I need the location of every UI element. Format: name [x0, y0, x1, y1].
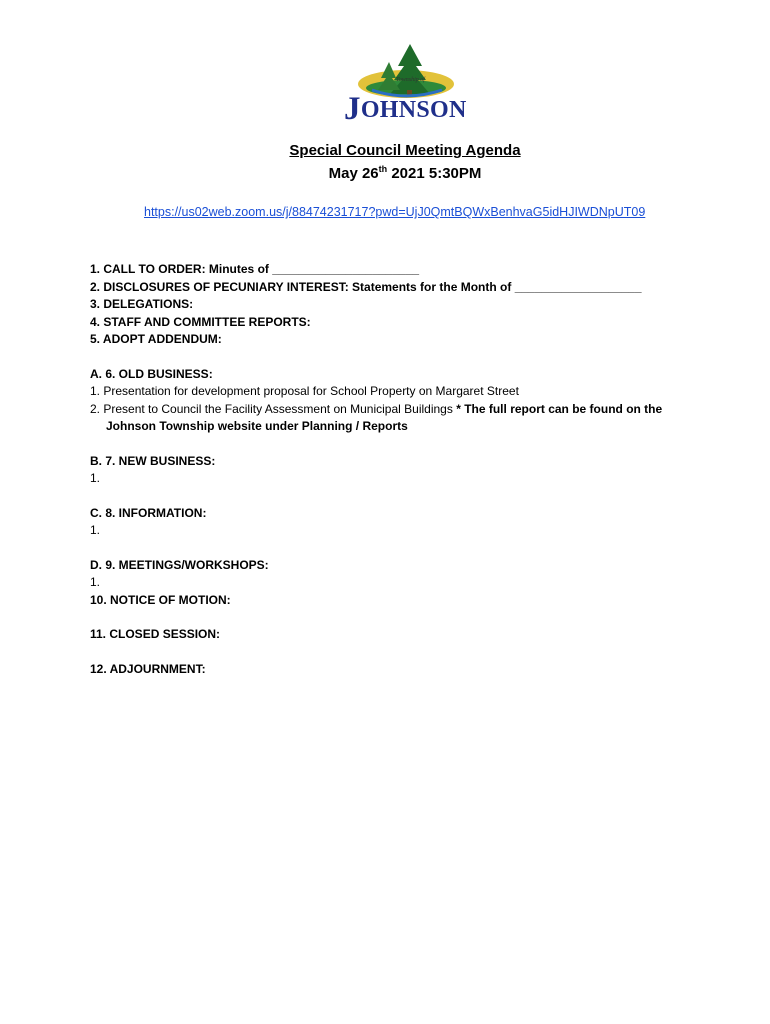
logo-wordmark — [344, 91, 468, 128]
agenda-item-11: 11. CLOSED SESSION: — [90, 627, 221, 641]
meetings-item-1: 1. — [90, 575, 101, 589]
page-title: Special Council Meeting Agenda — [289, 142, 521, 159]
agenda-item-1: 1. CALL TO ORDER: Minutes of ______________________ — [90, 262, 420, 276]
information-item-1: 1. — [90, 523, 101, 537]
new-business-item-1: 1. — [90, 471, 101, 485]
agenda-item-2: 2. DISCLOSURES OF PECUNIARY INTEREST: Statements for the Month of ___________________ — [90, 280, 642, 294]
section-meetings: D. 9. MEETINGS/WORKSHOPS: — [90, 558, 269, 572]
logo-first-letter: J — [344, 91, 361, 127]
date-time: 2021 5:30PM — [387, 165, 482, 182]
date-suffix: th — [378, 164, 388, 174]
agenda-item-4: 4. STAFF AND COMMITTEE REPORTS: — [90, 315, 311, 329]
old-business-item-2 — [90, 401, 662, 417]
section-new-business: B. 7. NEW BUSINESS: — [90, 454, 216, 468]
township-logo — [344, 40, 468, 132]
zoom-link[interactable]: https://us02web.zoom.us/j/88474231717?pwd=UjJ0QmtBQWxBenhvaG5idHJIWDNpUT09 — [144, 205, 646, 219]
agenda-item-12: 12. ADJOURNMENT: — [90, 662, 206, 676]
section-old-business: A. 6. OLD BUSINESS: — [90, 367, 213, 381]
logo-township-of: Township of — [396, 77, 425, 83]
old-business-item-1: 1. Presentation for development proposal for School Property on Margaret Street — [90, 384, 519, 398]
agenda-item-3: 3. DELEGATIONS: — [90, 297, 194, 311]
section-information: C. 8. INFORMATION: — [90, 506, 207, 520]
agenda-item-5: 5. ADOPT ADDENDUM: — [90, 332, 222, 346]
old-business-item-2-cont: Johnson Township website under Planning / Reports — [106, 419, 408, 433]
date-text: May 26 — [328, 165, 379, 182]
agenda-item-10: 10. NOTICE OF MOTION: — [90, 593, 231, 607]
meeting-date — [0, 164, 770, 182]
logo-rest: OHNSON — [360, 97, 467, 123]
item-2-note: * The full report can be found on the — [456, 402, 663, 416]
item-2-text: 2. Present to Council the Facility Assessment on Municipal Buildings — [90, 402, 457, 416]
